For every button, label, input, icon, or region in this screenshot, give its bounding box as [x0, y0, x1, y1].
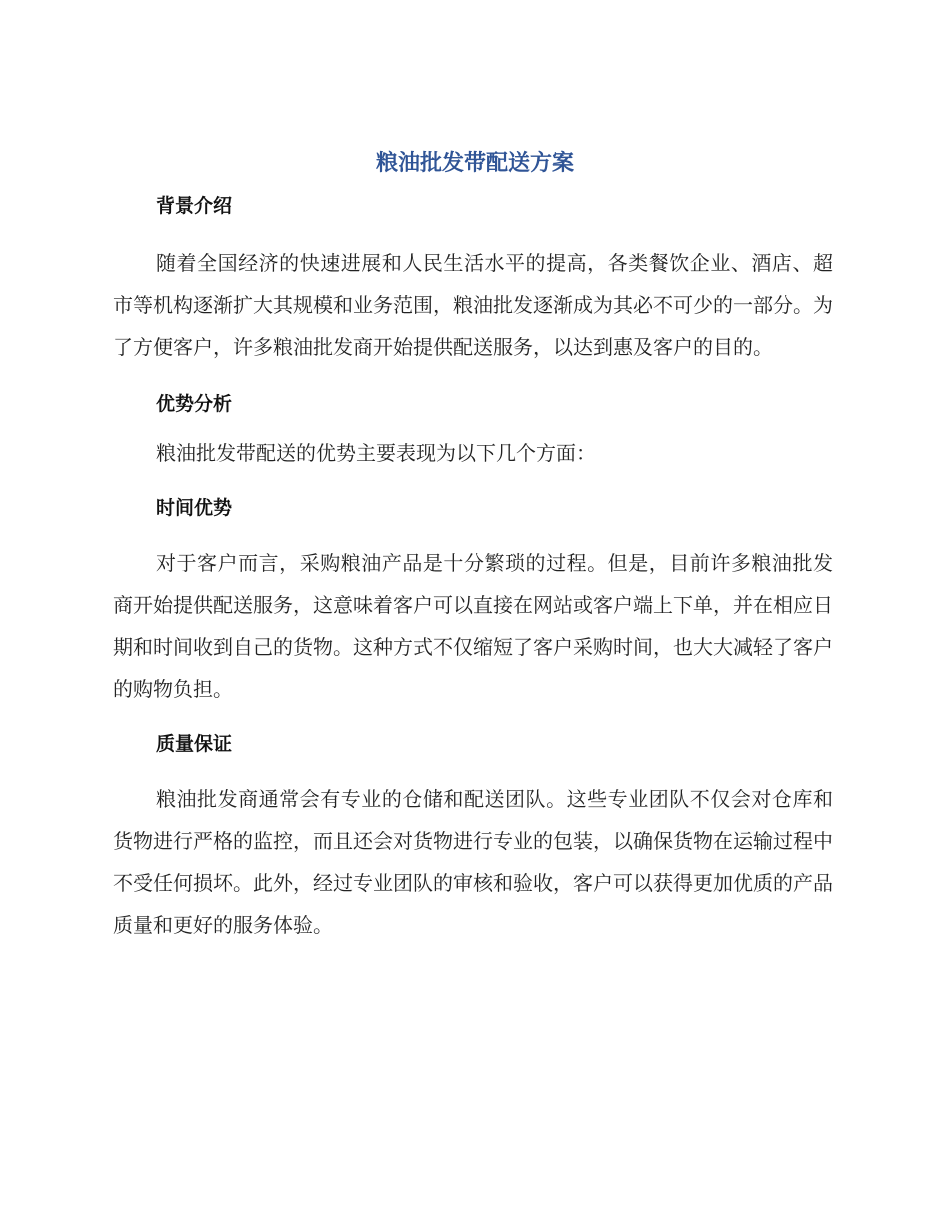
section-heading-quality-assurance: 质量保证 — [156, 733, 233, 755]
document-title: 粮油批发带配送方案 — [375, 151, 574, 176]
section-paragraph-time-advantage: 对于客户而言，采购粮油产品是十分繁琐的过程。但是，目前许多粮油批发商开始提供配送服务，这意味着客户可以直接在网站或客户端上下单，并在相应日期和时间收到自己的货物。这种方式不仅缩短了客户采购时间，也大大减轻了客户的购物负担。 — [113, 551, 833, 701]
document-body — [113, 188, 833, 946]
section-paragraph-advantages: 粮油批发带配送的优势主要表现为以下几个方面： — [156, 441, 596, 465]
section-heading-advantages: 优势分析 — [156, 393, 233, 415]
section-paragraph-quality-assurance: 粮油批发商通常会有专业的仓储和配送团队。这些专业团队不仅会对仓库和货物进行严格的监控，而且还会对货物进行专业的包装，以确保货物在运输过程中不受任何损坏。此外，经过专业团队的审核和验收，客户可以获得更加优质的产品质量和更好的服务体验。 — [113, 787, 833, 937]
section-paragraph-background: 随着全国经济的快速进展和人民生活水平的提高，各类餐饮企业、酒店、超市等机构逐渐扩大其规模和业务范围，粮油批发逐渐成为其必不可少的一部分。为了方便客户，许多粮油批发商开始提供配送服务，以达到惠及客户的目的。 — [113, 251, 833, 359]
section-heading-time-advantage: 时间优势 — [156, 497, 233, 519]
section-heading-background: 背景介绍 — [156, 195, 233, 217]
